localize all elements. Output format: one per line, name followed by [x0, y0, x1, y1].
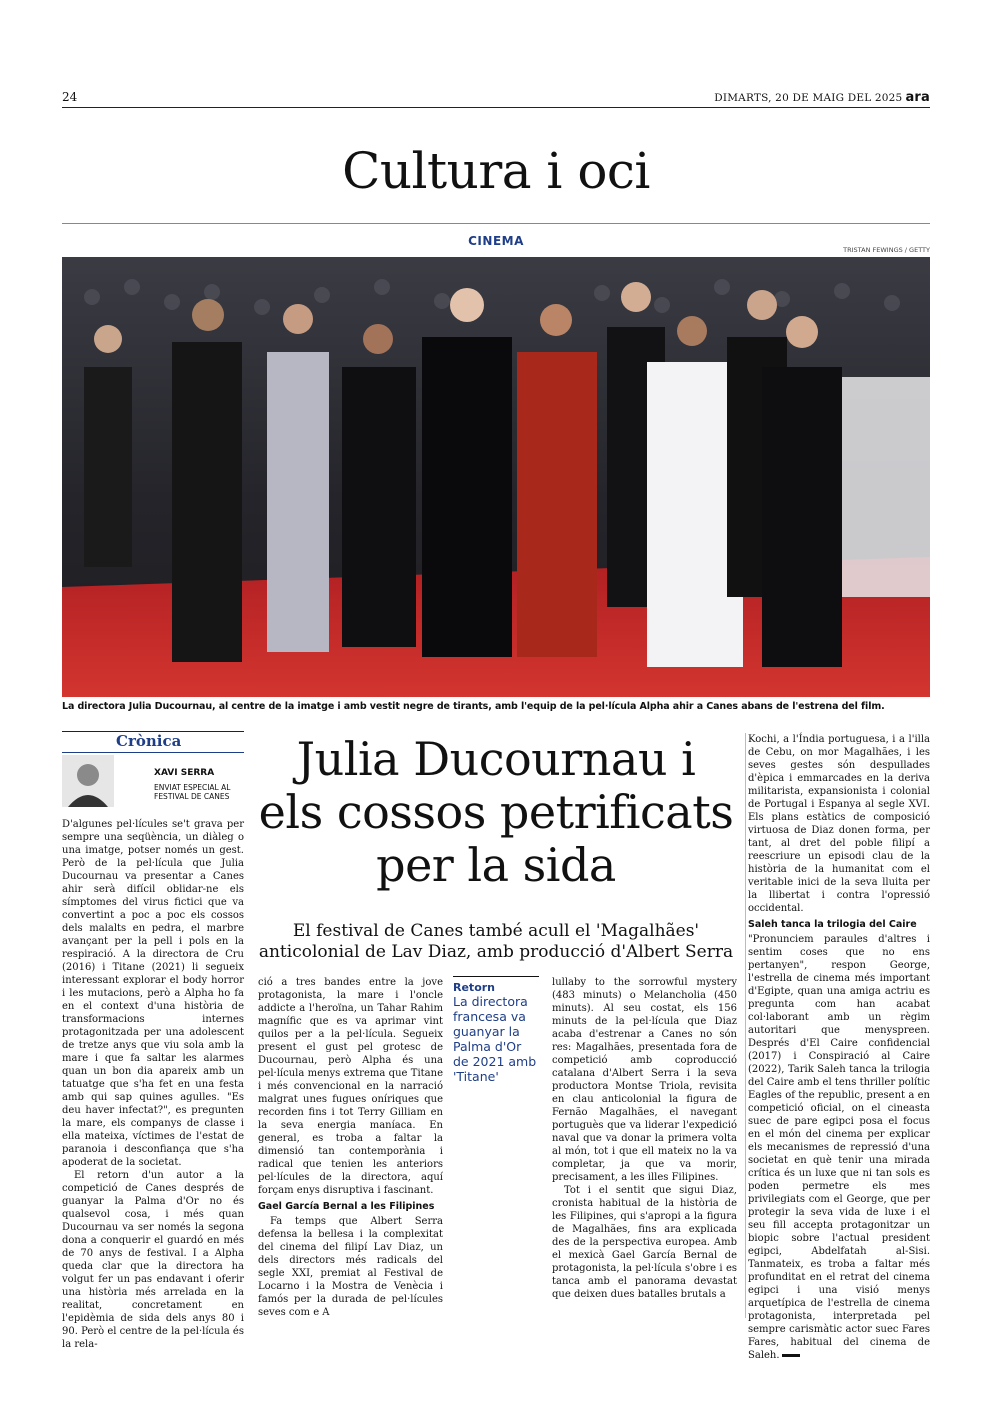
headline-line1: Julia Ducournau i — [296, 732, 696, 786]
col2-paragraph-2: Fa temps que Albert Serra defensa la bellesa i la complexitat del cinema del filipí Lav Diaz, un dels directors més radicals del segle XXI, premiat al Festival de Locarno i la Mostra de Venècia i famós per la durada de pel·lícules seves com e A — [258, 1216, 443, 1318]
author-photo — [62, 755, 114, 807]
col2-paragraph-1: ció a tres bandes entre la jove protagonista, la mare i l'oncle addicte a l'heroïna, un Tahar Rahim magnífic que es va aprimar vint quilos per a la pel·lícula. Segueix present el gust pel grotesc de Ducournau, però Alpha és una pel·lícula menys extrema que Titane i més convencional en la narració malgrat unes fugues oníriques que recorden fins i tot Terry Gilliam en la seva energia maníaca. En general, es troba a faltar la dimensió tan contemporània i radical que tenien les anteriors pel·lícules de la directora, aquí forçam enys disruptiva i fascinant. — [258, 977, 443, 1196]
body-column-3 — [552, 976, 737, 1301]
author-role-line2: FESTIVAL DE CANES — [154, 792, 230, 801]
body-column-2 — [258, 976, 443, 1319]
dateline — [714, 90, 930, 105]
column-divider — [745, 733, 746, 1318]
cronica-label: Crònica — [62, 731, 244, 753]
headline-line2: els cossos petrificats — [258, 785, 734, 839]
main-photo — [62, 257, 930, 697]
end-of-article-mark — [782, 1354, 800, 1357]
col4-paragraph-2: "Pronunciem paraules d'altres i sentim coses que no ens pertanyen", respon George, l'estrella de cinema més important d'Egipte, quan una amiga actriu es pregunta com han acabat col·laborant amb un règim autoritari que menyspreen. Després d'El Caire confidencial (2017) i Conspiració al Caire (2022), Tarik Saleh tanca la trilogia del Caire amb el tens thriller polític Eagles of the republic, present a en competició oficial, on el cineasta suec de pare egipci posa el focus en el món del cinema per explicar els mecanismes de repressió d'una societat en què tenir una mirada crítica és un luxe que ni tan sols es poden permetre els mes privilegiats com el George, que per protegir la seva vida de luxe i el seu fill accepta protagonitzar un biopic sobre l'actual president egipci, Abdelfatah al-Sisi. Tanmateix, es troba a faltar més profunditat en el retrat del cinema egipci i una visió menys arquetípica de l'estrella de cinema protagonista, interpretada pel sempre carismàtic actor suec Fares Fares, habitual del cinema de Saleh. — [748, 934, 930, 1361]
col3-paragraph-1: lullaby to the sorrowful mystery (483 minuts) o Melancholia (450 minuts). Al seu costat, els 156 minuts de la pel·lícula que Diaz acaba d'estrenar a Canes no són res: Magalhães, presentada fora de competició amb coproducció catalana d'Albert Serra i la seva productora Montse Triola, revisita en clau anticolonial la figura de Fernão Magalhães, el navegant portuguès que va liderar l'expedició naval que va donar la primera volta al món, tot i que ell mateix no la va completar, ja que va morir, precisament, a les illes Filipines. — [552, 977, 737, 1183]
headline — [254, 733, 738, 892]
author-portrait-icon — [62, 755, 114, 807]
brand-logo: ara — [905, 90, 930, 105]
subhead-line1: El festival de Canes també acull el 'Magalhães' — [292, 921, 700, 941]
author-role — [154, 783, 230, 801]
body-column-1 — [62, 818, 244, 1351]
col1-paragraph-2: El retorn d'un autor a la competició de Canes després de guanyar la Palma d'Or no és qualsevol cosa, i més quan Ducournau va ser només la segona dona a conquerir el guardó en més de 70 anys de festival. I a Alpha queda clar que la directora ha volgut fer un pas endavant i oferir una història més arrelada en la realitat, concretament en l'epidèmia de sida dels anys 80 i 90. Però el centre de la pel·lícula és la rela- — [62, 1170, 244, 1350]
col2-subhead: Gael García Bernal a les Filipines — [258, 1201, 435, 1212]
headline-line3: per la sida — [376, 838, 616, 892]
red-carpet-illustration — [62, 257, 930, 697]
body-column-4 — [748, 733, 930, 1362]
subhead-line2: anticolonial de Lav Diaz, amb producció d'Albert Serra — [258, 942, 734, 962]
photo-credit: TRISTAN FEWINGS / GETTY — [843, 246, 930, 254]
photo-caption: La directora Julia Ducournau, al centre de la imatge i amb vestit negre de tirants, amb l'equip de la pel·lícula Alpha ahir a Canes abans de l'estrena del film. — [62, 701, 885, 712]
subheadline — [254, 921, 738, 963]
col3-paragraph-2: Tot i el sentit que sigui Diaz, cronista habitual de la història de les Filipines, qui s'apropi a la figura de Magalhães, fins ara explicada des de la perspectiva europea. Amb el mexicà Gael García Bernal de protagonista, la pel·lícula s'obre i es tanca amb el panorama devastat que deixen dues batalles brutals a — [552, 1185, 737, 1300]
col4-subhead: Saleh tanca la trilogia del Caire — [748, 919, 917, 930]
pullquote-text: La directora francesa va guanyar la Palma d'Or de 2021 amb 'Titane' — [453, 994, 537, 1084]
issue-date: DIMARTS, 20 DE MAIG DEL 2025 — [714, 92, 903, 104]
col4-paragraph-1: Kochi, a l'Índia portuguesa, i a l'illa de Cebu, on mor Magalhães, i les seves gestes són despullades d'èpica i emmarcades en la deriva militarista, expansionista i colonial de Portugal i Espanya al segle XVI. Els plans estàtics de composició virtuosa de Diaz donen forma, per tant, al dret del poble filipí a reescriure un episodi clau de la història de la humanitat com el veritable inici de la seva lluita per la llibertat i contra l'opressió occidental. — [748, 734, 930, 914]
author-name: XAVI SERRA — [154, 768, 215, 778]
author-role-line1: ENVIAT ESPECIAL AL — [154, 783, 231, 792]
pullquote-label: Retorn — [453, 981, 496, 994]
section-kicker: CINEMA — [468, 234, 524, 248]
page-number: 24 — [62, 90, 78, 104]
section-title: Cultura i oci — [342, 142, 650, 200]
header-rule — [62, 107, 930, 108]
cronica-box — [62, 731, 244, 809]
pullquote — [453, 976, 539, 1084]
col1-paragraph-1: D'algunes pel·lícules se't grava per sempre una seqüència, un diàleg o una imatge, potser només un gest. Però de la pel·lícula que Julia Ducournau va presentar a Canes ahir serà difícil oblidar-ne els símptomes del virus fictici que va convertint a poc a poc els cossos dels malalts en pedra, el marbre avançant per la pell i pols en la respiració. A la directora de Cru (2016) i Titane (2021) li segueix interessant explorar el body horror i les mutacions, però a Alpha ho fa en el context d'una història de transformacions internes protagonitzada per una adolescent de tretze anys que viu sola amb la mare i que fa saltar les alarmes quan un bon dia apareix amb un tatuatge que s'ha fet en una festa amb qui sap quines agulles. "Es deu haver infectat?", es pregunten la mare, els companys de classe i ella mateixa, víctimes de l'estat de paranoia i desconfiança que s'ha apoderat de la societat. — [62, 819, 244, 1168]
section-rule — [62, 223, 930, 224]
